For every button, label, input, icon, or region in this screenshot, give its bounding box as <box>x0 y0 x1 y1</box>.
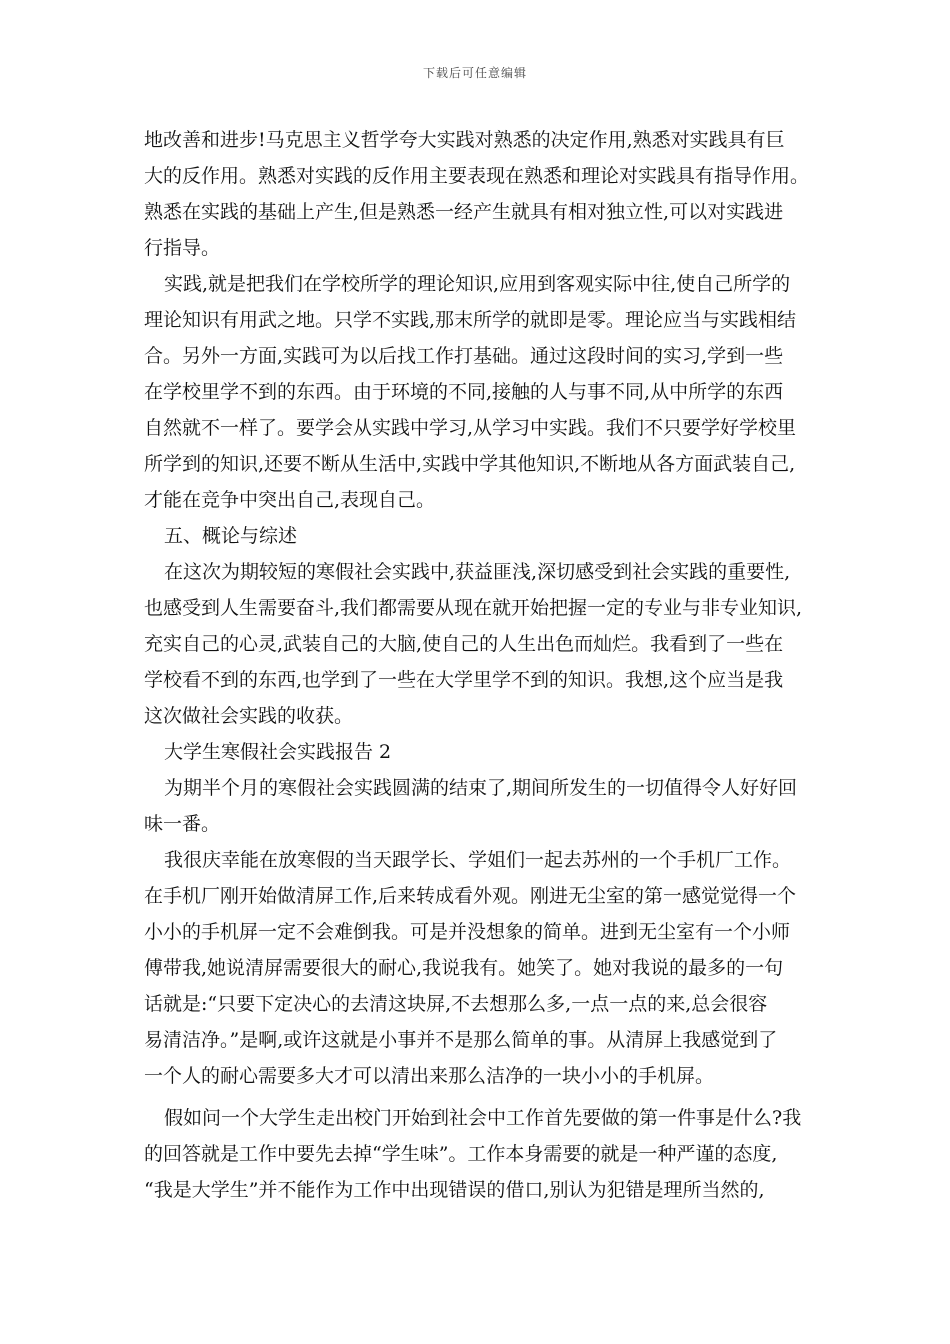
text-line: 熟悉在实践的基础上产生,但是熟悉一经产生就具有相对独立性,可以对实践进 <box>144 201 784 223</box>
text-line: 一个人的耐心需要多大才可以清出来那么洁净的一块小小的手机屏。 <box>144 1065 715 1087</box>
paragraph-start: 假如问一个大学生走出校门开始到社会中工作首先要做的第一件事是什么?我 <box>164 1107 802 1129</box>
text-line: 所学到的知识,还要不断从生活中,实践中学其他知识,不断地从各方面武装自己, <box>144 453 796 475</box>
text-line: 合。另外一方面,实践可为以后找工作打基础。通过这段时间的实习,学到一些 <box>144 345 784 367</box>
text-line: 味一番。 <box>144 813 221 835</box>
text-line: 也感受到人生需要奋斗,我们都需要从现在就开始把握一定的专业与非专业知识, <box>144 597 803 619</box>
text-line: 理论知识有用武之地。只学不实践,那末所学的就即是零。理论应当与实践相结 <box>144 309 797 331</box>
paragraph-start: 我很庆幸能在放寒假的当天跟学长、学姐们一起去苏州的一个手机厂工作。 <box>164 849 792 871</box>
paragraph-start: 为期半个月的寒假社会实践圆满的结束了,期间所发生的一切值得令人好好回 <box>164 777 798 799</box>
paragraph-start: 实践,就是把我们在学校所学的理论知识,应用到客观实际中往,使自己所学的 <box>164 273 791 295</box>
text-line: 在手机厂刚开始做清屏工作,后来转成看外观。刚进无尘室的第一感觉觉得一个 <box>144 885 797 907</box>
text-line: 地改善和进步!马克思主义哲学夸大实践对熟悉的决定作用,熟悉对实践具有巨 <box>144 129 785 151</box>
page-header: 下载后可任意编辑 <box>422 66 527 80</box>
report-title: 大学生寒假社会实践报告 2 <box>164 741 392 763</box>
text-line: 大的反作用。熟悉对实践的反作用主要表现在熟悉和理论对实践具有指导作用。 <box>144 165 810 187</box>
text-line: 自然就不一样了。要学会从实践中学习,从学习中实践。我们不只要学好学校里 <box>144 417 797 439</box>
text-line: 行指导。 <box>144 237 221 259</box>
text-line: 这次做社会实践的收获。 <box>144 705 354 727</box>
text-line: 的回答就是工作中要先去掉“学生味”。工作本身需要的就是一种严谨的态度, <box>144 1143 778 1165</box>
paragraph-start: 在这次为期较短的寒假社会实践中,获益匪浅,深切感受到社会实践的重要性, <box>164 561 791 583</box>
text-line: 傅带我,她说清屏需要很大的耐心,我说我有。她笑了。她对我说的最多的一句 <box>144 957 784 979</box>
section-heading: 五、概论与综述 <box>164 525 298 547</box>
text-line: 小小的手机屏一定不会难倒我。可是并没想象的简单。进到无尘室有一个小师 <box>144 921 791 943</box>
text-line: 话就是:“只要下定决心的去清这块屏,不去想那么多,一点一点的来,总会很容 <box>144 993 768 1015</box>
text-line: 易清洁净。”是啊,或许这就是小事并不是那么简单的事。从清屏上我感觉到了 <box>144 1029 778 1051</box>
text-line: 充实自己的心灵,武装自己的大脑,使自己的人生出色而灿烂。我看到了一些在 <box>144 633 784 655</box>
text-line: “我是大学生”并不能作为工作中出现错误的借口,别认为犯错是理所当然的, <box>144 1179 765 1201</box>
text-line: 学校看不到的东西,也学到了一些在大学里学不到的知识。我想,这个应当是我 <box>144 669 784 691</box>
text-line: 才能在竞争中突出自己,表现自己。 <box>144 489 436 511</box>
text-line: 在学校里学不到的东西。由于环境的不同,接触的人与事不同,从中所学的东西 <box>144 381 784 403</box>
